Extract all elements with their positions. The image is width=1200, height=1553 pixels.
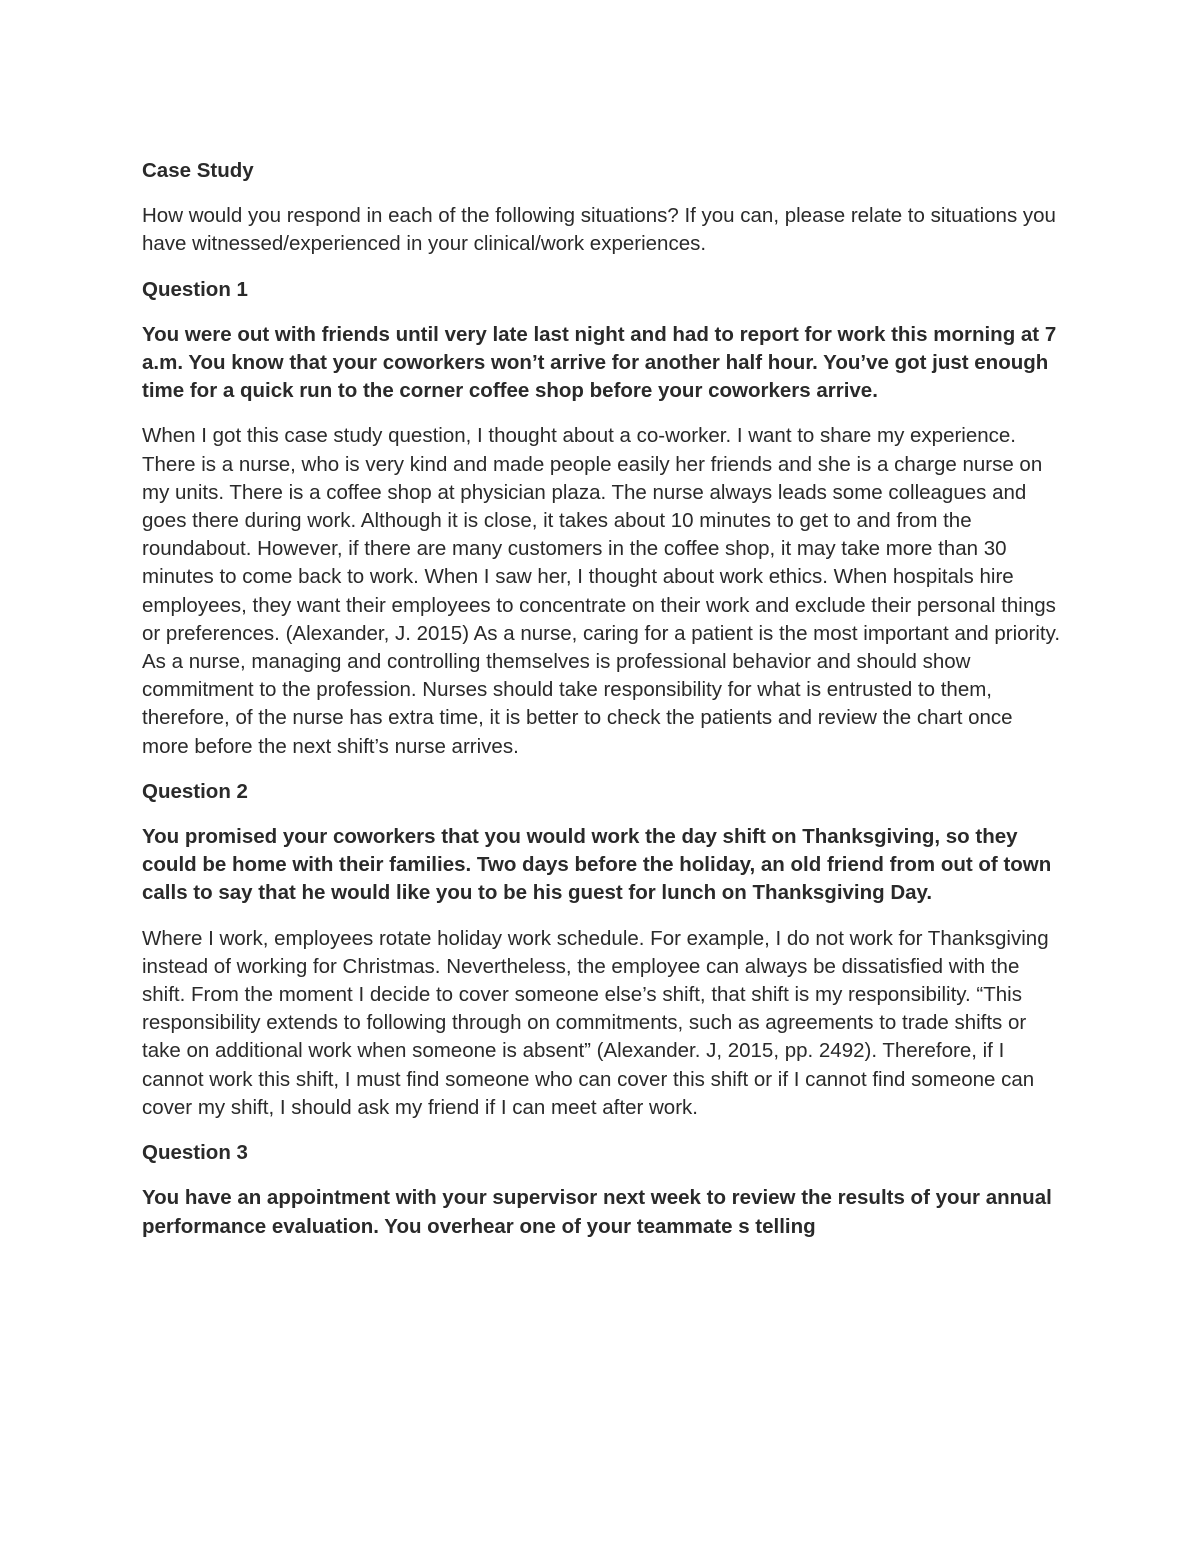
question-2-prompt: You promised your coworkers that you would work the day shift on Thanksgiving, so they could be home with their families. Two days before the holiday, an old friend from out of town calls to say that he would like you to be his guest for lunch on Thanksgiving Day.	[142, 825, 1052, 905]
question-3-prompt: You have an appointment with your supervisor next week to review the results of your annual performance evaluation. You overhear one of your teammate s telling	[142, 1186, 1052, 1238]
question-1-answer: When I got this case study question, I thought about a co-worker. I want to share my experience. There is a nurse, who is very kind and made people easily her friends and she is a charge nurse on my units. There is a coffee shop at physician plaza. The nurse always leads some colleagues and goes there during work. Although it is close, it takes about 10 minutes to get to and from the roundabout. However, if there are many customers in the coffee shop, it may take more than 30 minutes to come back to work. When I saw her, I thought about work ethics. When hospitals hire employees, they want their employees to concentrate on their work and exclude their personal things or preferences. (Alexander, J. 2015) As a nurse, caring for a patient is the most important and priority. As a nurse, managing and controlling themselves is professional behavior and should show commitment to the profession. Nurses should take responsibility for what is entrusted to them, therefore, of the nurse has extra time, it is better to check the patients and review the chart once more before the next shift’s nurse arrives.	[142, 424, 1061, 758]
question-3-heading: Question 3	[142, 1141, 248, 1165]
intro-paragraph: How would you respond in each of the following situations? If you can, please relate to situations you have witnessed/experienced in your clinical/work experiences.	[142, 204, 1056, 256]
document-title: Case Study	[142, 159, 254, 182]
question-1-heading: Question 1	[142, 277, 248, 301]
question-2-heading: Question 2	[142, 779, 248, 803]
document-body	[142, 157, 1062, 1258]
question-1-prompt: You were out with friends until very late last night and had to report for work this morning at 7 a.m. You know that your coworkers won’t arrive for another half hour. You’ve got just enough time for a quick run to the corner coffee shop before your coworkers arrive.	[142, 322, 1057, 403]
question-2-answer: Where I work, employees rotate holiday work schedule. For example, I do not work for Thanksgiving instead of working for Christmas. Nevertheless, the employee can always be dissatisfied with the shift. From the moment I decide to cover someone else’s shift, that shift is my responsibility. “This responsibility extends to following through on commitments, such as agreements to trade shifts or take on additional work when someone is absent” (Alexander. J, 2015, pp. 2492). Therefore, if I cannot work this shift, I must find someone who can cover this shift or if I cannot find someone can cover my shift, I should ask my friend if I can meet after work.	[142, 926, 1049, 1119]
